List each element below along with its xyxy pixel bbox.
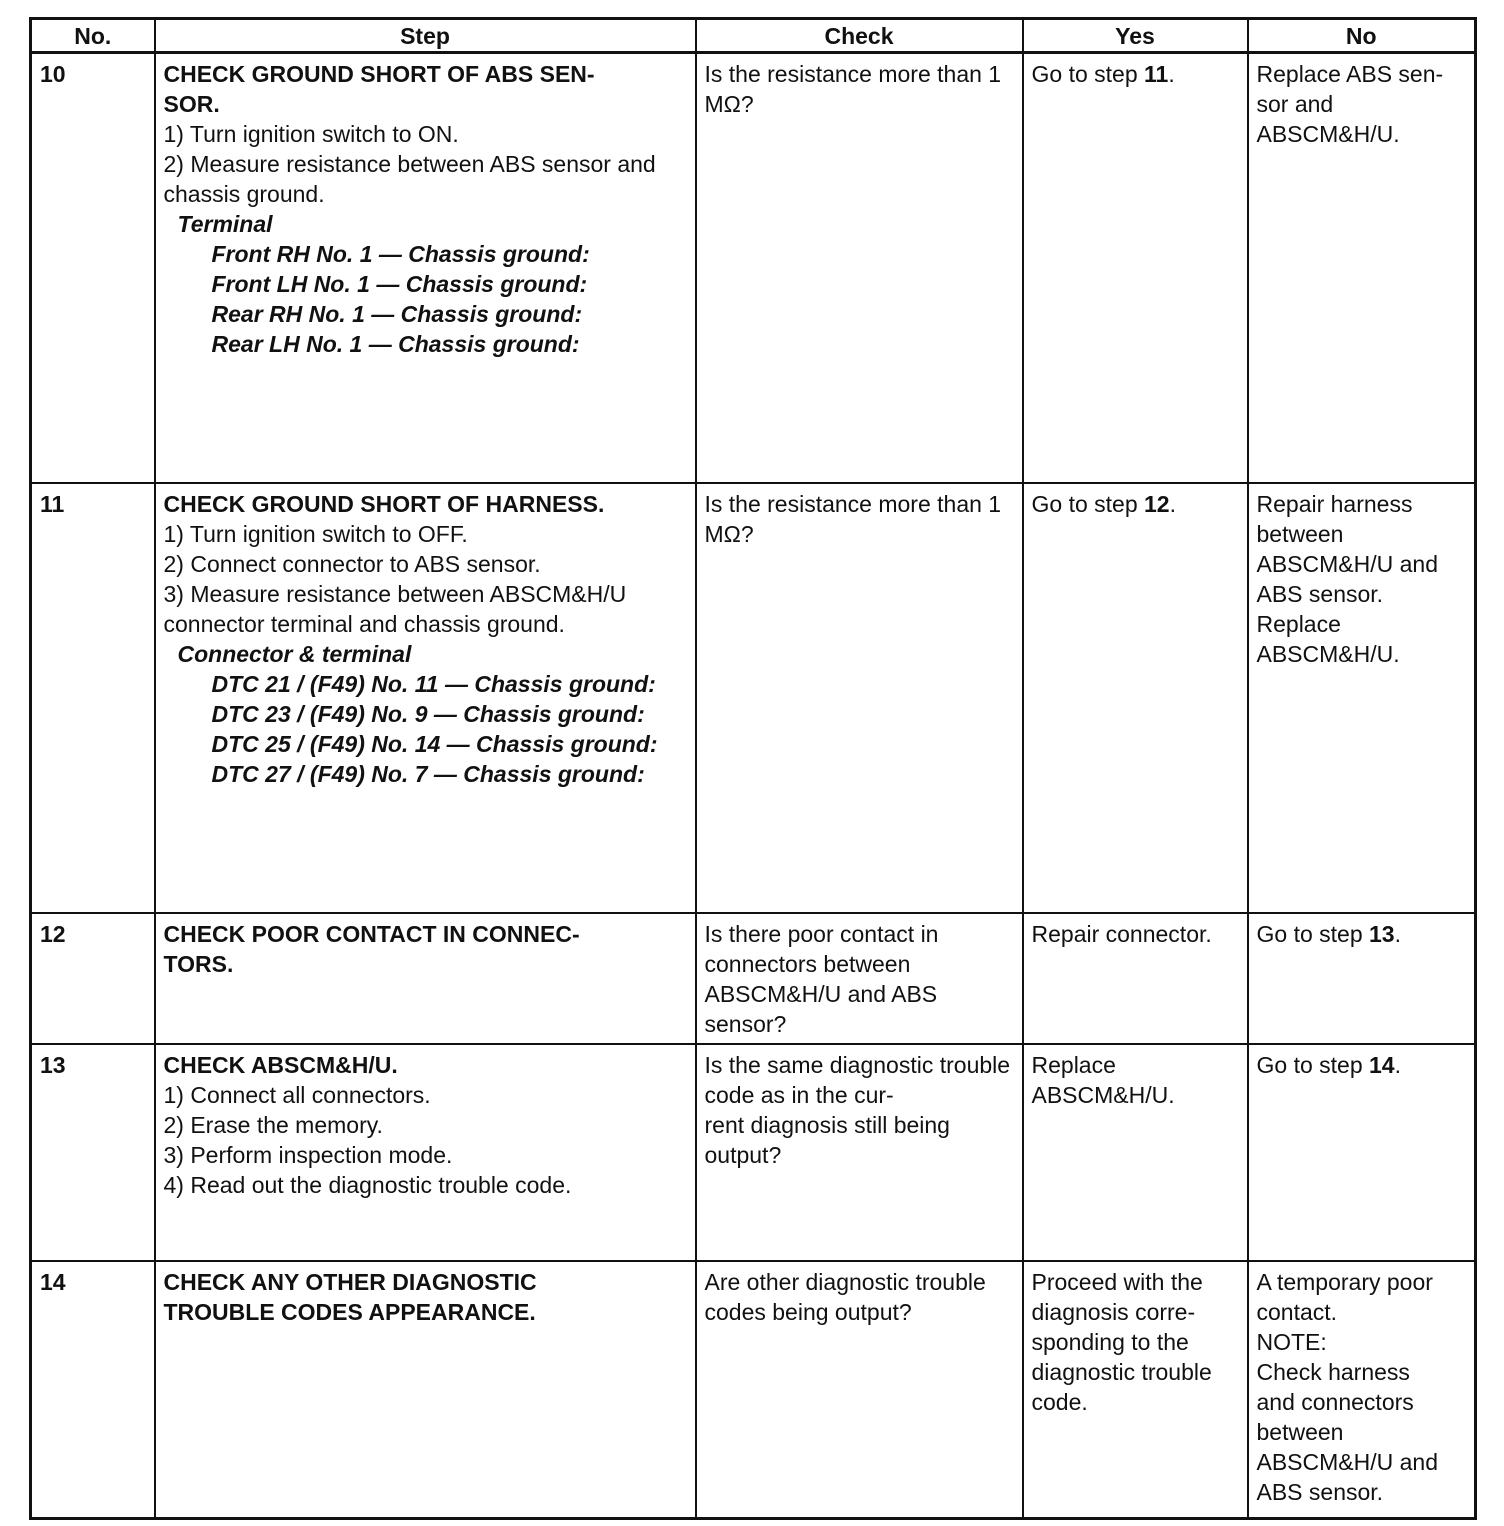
no-cell	[1248, 53, 1476, 483]
header-yes: Yes	[1023, 19, 1248, 53]
step-instruction: 1) Turn ignition switch to ON.	[163, 121, 459, 147]
check-cell	[696, 913, 1023, 1044]
step-title: CHECK ABSCM&H/U.	[163, 1051, 398, 1078]
step-number: 13	[31, 1044, 155, 1261]
step-cell	[155, 1044, 696, 1261]
terminal-heading: Terminal	[177, 211, 273, 237]
no-step-ref: 13	[1369, 920, 1395, 947]
step-instruction: 3) Measure resistance between ABSCM&H/U connector terminal and chassis ground.	[163, 580, 627, 637]
no-cell	[1248, 913, 1476, 1044]
check-cell	[696, 483, 1023, 913]
step-cell	[155, 53, 696, 483]
terminal-item: DTC 25 / (F49) No. 14 — Chassis ground:	[211, 730, 658, 757]
step-cell	[155, 1261, 696, 1519]
yes-text: Repair connector.	[1031, 920, 1212, 947]
step-number: 12	[31, 913, 155, 1044]
yes-suffix: .	[1168, 61, 1175, 87]
step-instruction: 1) Connect all connectors.	[163, 1081, 431, 1108]
step-instruction: 3) Perform inspection mode.	[163, 1141, 453, 1168]
no-step-ref: 14	[1369, 1051, 1395, 1078]
no-cell	[1248, 483, 1476, 913]
no-text: Replace ABS sen- sor and ABSCM&H/U.	[1256, 61, 1444, 147]
header-check: Check	[696, 19, 1023, 53]
yes-text: Go to step	[1031, 61, 1145, 87]
terminal-item: DTC 23 / (F49) No. 9 — Chassis ground:	[211, 700, 645, 727]
no-text: Go to step	[1256, 920, 1370, 947]
table-row	[31, 53, 1476, 483]
yes-text: Replace ABSCM&H/U.	[1031, 1051, 1175, 1108]
yes-cell	[1023, 1261, 1248, 1519]
step-number: 10	[31, 53, 155, 483]
terminal-item: DTC 21 / (F49) No. 11 — Chassis ground:	[211, 670, 656, 697]
table-row	[31, 913, 1476, 1044]
check-cell	[696, 1261, 1023, 1519]
yes-cell	[1023, 1044, 1248, 1261]
yes-suffix: .	[1169, 490, 1176, 517]
header-no: No.	[31, 19, 155, 53]
no-suffix: .	[1394, 920, 1401, 947]
no-text: Repair harness between ABSCM&H/U and ABS sensor. Replace ABSCM&H/U.	[1256, 490, 1439, 667]
header-step: Step	[155, 19, 696, 53]
table-header-row	[31, 19, 1476, 53]
yes-text: Go to step	[1031, 490, 1145, 517]
no-text: Go to step	[1256, 1051, 1370, 1078]
no-cell	[1248, 1044, 1476, 1261]
yes-text: Proceed with the diagnosis corre- sponding to the diagnostic trouble code.	[1031, 1268, 1212, 1415]
step-instruction: 2) Measure resistance between ABS sensor and chassis ground.	[163, 151, 656, 207]
step-instruction: 1) Turn ignition switch to OFF.	[163, 520, 468, 547]
step-instruction: 4) Read out the diagnostic trouble code.	[163, 1171, 572, 1198]
yes-step-ref: 12	[1144, 490, 1170, 517]
no-cell	[1248, 1261, 1476, 1519]
step-number: 11	[31, 483, 155, 913]
step-instruction: 2) Erase the memory.	[163, 1111, 383, 1138]
terminal-item: Front LH No. 1 — Chassis ground:	[211, 271, 588, 297]
step-cell	[155, 913, 696, 1044]
table-row	[31, 1044, 1476, 1261]
step-instruction: 2) Connect connector to ABS sensor.	[163, 550, 541, 577]
check-text: Is the resistance more than 1 MΩ?	[704, 61, 1002, 117]
step-title: CHECK GROUND SHORT OF ABS SEN- SOR.	[163, 61, 595, 117]
terminal-item: DTC 27 / (F49) No. 7 — Chassis ground:	[211, 760, 645, 787]
yes-cell	[1023, 483, 1248, 913]
check-cell	[696, 53, 1023, 483]
check-text: Is the same diagnostic trouble code as in the cur- rent diagnosis still being output?	[704, 1051, 1011, 1168]
terminal-heading: Connector & terminal	[177, 640, 412, 667]
no-text: A temporary poor contact. NOTE: Check harness and connectors between ABSCM&H/U and ABS sensor.	[1256, 1268, 1439, 1505]
step-title: CHECK GROUND SHORT OF HARNESS.	[163, 490, 605, 517]
step-title: CHECK ANY OTHER DIAGNOSTIC TROUBLE CODES APPEARANCE.	[163, 1268, 537, 1325]
table-row	[31, 1261, 1476, 1519]
table-row	[31, 483, 1476, 913]
check-text: Are other diagnostic trouble codes being output?	[704, 1268, 986, 1325]
step-cell	[155, 483, 696, 913]
check-cell	[696, 1044, 1023, 1261]
diagnostic-procedure-table	[29, 17, 1477, 1520]
terminal-item: Front RH No. 1 — Chassis ground:	[211, 241, 590, 267]
no-suffix: .	[1394, 1051, 1401, 1078]
yes-cell	[1023, 53, 1248, 483]
yes-step-ref: 11	[1144, 61, 1169, 87]
header-no-result: No	[1248, 19, 1476, 53]
check-text: Is there poor contact in connectors between ABSCM&H/U and ABS sensor?	[704, 920, 939, 1037]
step-number: 14	[31, 1261, 155, 1519]
terminal-item: Rear LH No. 1 — Chassis ground:	[211, 331, 580, 357]
terminal-item: Rear RH No. 1 — Chassis ground:	[211, 301, 583, 327]
check-text: Is the resistance more than 1 MΩ?	[704, 490, 1002, 547]
yes-cell	[1023, 913, 1248, 1044]
step-title: CHECK POOR CONTACT IN CONNEC- TORS.	[163, 920, 580, 977]
